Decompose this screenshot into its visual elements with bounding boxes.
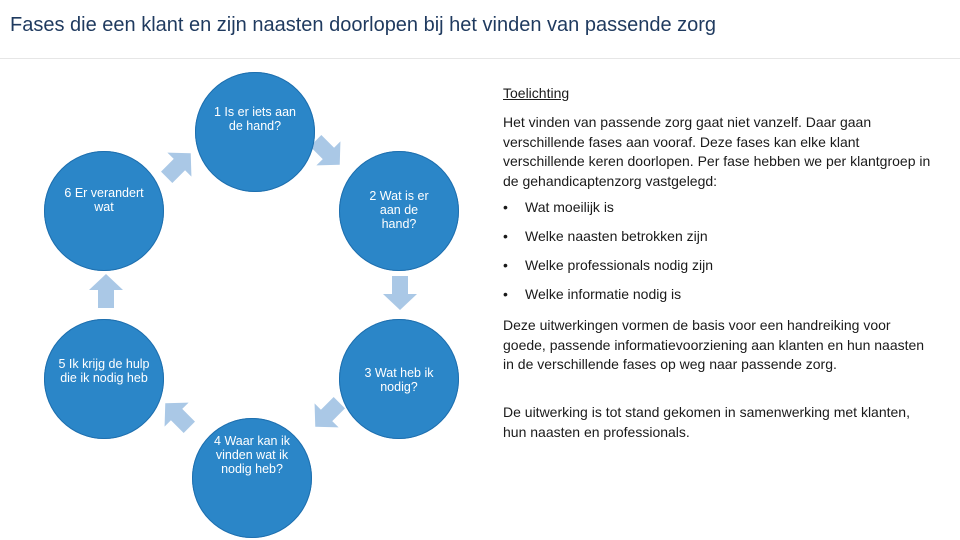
phase-node-2 <box>339 151 459 271</box>
list-item <box>503 255 713 284</box>
phase-label-2: 2 Wat is er aan de hand? <box>369 189 429 231</box>
bullet-text: Welke informatie nodig is <box>525 286 682 302</box>
list-item <box>503 284 713 313</box>
explanation-bullet-list <box>503 197 713 313</box>
bullet-icon: • <box>503 257 508 273</box>
page-title: Fases die een klant en zijn naasten doorlopen bij het vinden van passende zorg <box>10 14 717 36</box>
list-item <box>503 197 713 226</box>
phase-node-5 <box>44 319 164 439</box>
bullet-text: Wat moeilijk is <box>525 199 614 215</box>
explanation-paragraph-3: De uitwerking is tot stand gekomen in samenwerking met klanten, hun naasten en professionals. <box>503 404 910 440</box>
bullet-icon: • <box>503 228 508 244</box>
phase-node-1 <box>195 72 315 192</box>
list-item <box>503 226 713 255</box>
cycle-arrow-icon <box>383 276 417 310</box>
bullet-icon: • <box>503 199 508 215</box>
phase-node-6 <box>44 151 164 271</box>
bullet-text: Welke professionals nodig zijn <box>525 257 714 273</box>
phase-node-4 <box>192 418 312 538</box>
phase-label-1: 1 Is er iets aan de hand? <box>214 105 296 133</box>
cycle-arrow-icon <box>155 141 203 189</box>
cycle-arrow-icon <box>89 274 123 308</box>
phase-label-5: 5 Ik krijg de hulp die ik nodig heb <box>58 357 150 385</box>
phase-label-4: 4 Waar kan ik vinden wat ik nodig heb? <box>214 434 290 476</box>
explanation-paragraph-2: Deze uitwerkingen vormen de basis voor een handreiking voor goede, passende informatievoorziening aan klanten en hun naasten in de verschillende fases op weg naar passende zorg. <box>503 317 925 372</box>
phase-label-6: 6 Er verandert wat <box>64 186 144 214</box>
explanation-intro: Het vinden van passende zorg gaat niet vanzelf. Daar gaan verschillende fases aan vooraf. Deze fases kan elke klant verschillende keren doorlopen. Per fase hebben we per klantgroep in de gehandicaptenzorg vastgelegd: <box>503 114 931 189</box>
bullet-icon: • <box>503 286 508 302</box>
bullet-text: Welke naasten betrokken zijn <box>525 228 708 244</box>
phase-node-3 <box>339 319 459 439</box>
explanation-heading: Toelichting <box>503 85 570 101</box>
phase-label-3: 3 Wat heb ik nodig? <box>364 366 434 394</box>
